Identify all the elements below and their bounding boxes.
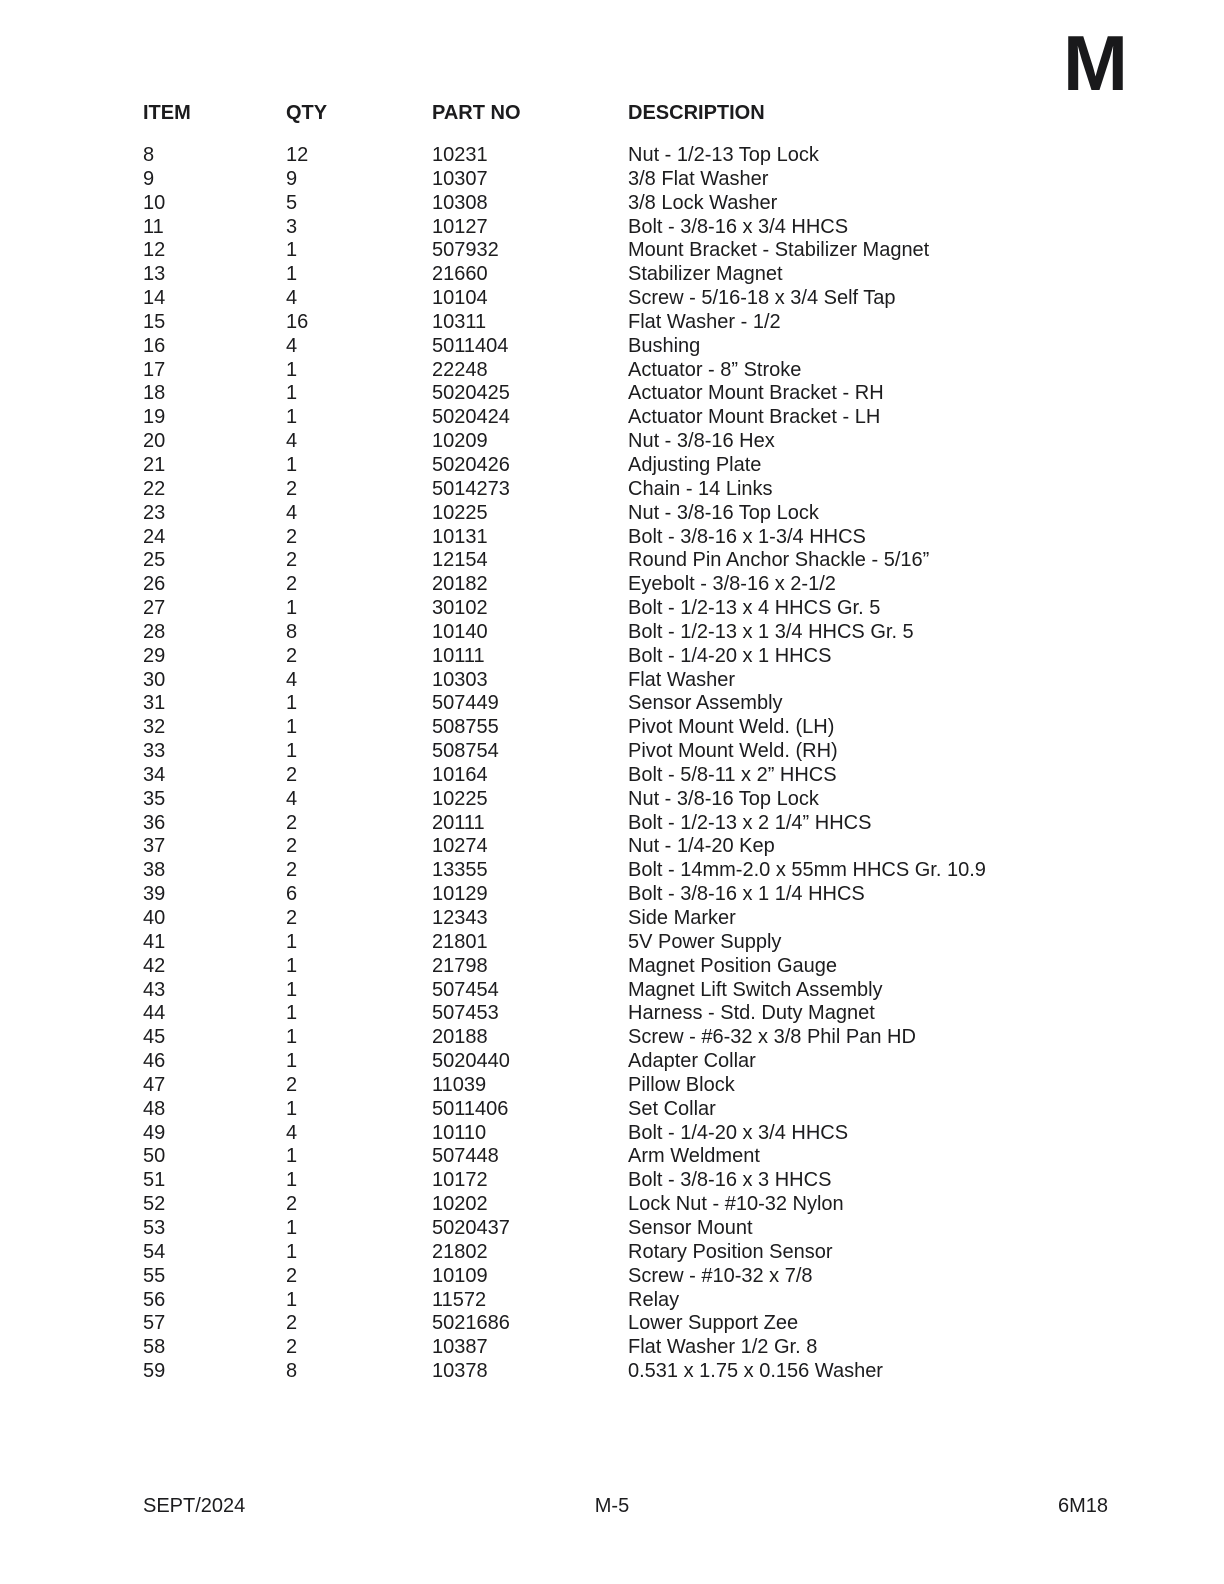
cell-qty: 8: [286, 620, 298, 643]
table-row: [143, 239, 1224, 263]
cell-description: Nut - 3/8-16 Hex: [628, 430, 775, 453]
cell-description: Bolt - 1/2-13 x 2 1/4” HHCS: [628, 811, 872, 834]
table-row: [143, 144, 1224, 168]
table-row: [143, 1193, 1224, 1217]
cell-item: 52: [143, 1193, 166, 1216]
cell-item: 46: [143, 1050, 166, 1073]
table-row: [143, 1217, 1224, 1241]
cell-item: 53: [143, 1216, 166, 1239]
cell-part-no: 11039: [432, 1073, 487, 1096]
cell-description: 3/8 Flat Washer: [628, 167, 769, 190]
cell-qty: 2: [286, 525, 298, 548]
table-row: [143, 1360, 1224, 1384]
cell-part-no: 5020424: [432, 406, 510, 429]
cell-part-no: 10127: [432, 215, 488, 238]
table-row: [143, 478, 1224, 502]
cell-part-no: 21660: [432, 263, 488, 286]
cell-description: Relay: [628, 1288, 680, 1311]
table-row: [143, 764, 1224, 788]
cell-qty: 16: [286, 310, 309, 333]
cell-part-no: 5020425: [432, 382, 510, 405]
cell-part-no: 507448: [432, 1145, 499, 1168]
cell-item: 13: [143, 263, 166, 286]
cell-part-no: 10131: [432, 525, 488, 548]
cell-qty: 1: [286, 1050, 298, 1073]
cell-part-no: 10172: [432, 1169, 488, 1192]
cell-item: 38: [143, 859, 166, 882]
cell-description: Actuator Mount Bracket - RH: [628, 382, 884, 405]
cell-part-no: 10111: [432, 644, 485, 667]
cell-part-no: 10311: [432, 310, 487, 333]
cell-item: 8: [143, 144, 155, 166]
cell-qty: 1: [286, 358, 298, 381]
table-row: [143, 859, 1224, 883]
cell-description: Nut - 1/4-20 Kep: [628, 835, 775, 858]
table-row: [143, 1026, 1224, 1050]
cell-part-no: 10387: [432, 1336, 488, 1359]
cell-qty: 1: [286, 239, 298, 262]
cell-item: 57: [143, 1312, 166, 1335]
cell-description: Actuator - 8” Stroke: [628, 358, 802, 381]
cell-qty: 4: [286, 787, 298, 810]
cell-description: Magnet Position Gauge: [628, 954, 838, 977]
cell-qty: 2: [286, 1193, 298, 1216]
cell-description: Set Collar: [628, 1097, 716, 1120]
cell-item: 58: [143, 1336, 166, 1359]
cell-item: 59: [143, 1360, 166, 1383]
cell-item: 51: [143, 1169, 166, 1192]
cell-item: 23: [143, 501, 166, 524]
cell-qty: 1: [286, 1145, 298, 1168]
table-row: [143, 979, 1224, 1003]
cell-description: Bolt - 3/8-16 x 3/4 HHCS: [628, 215, 849, 238]
table-row: [143, 263, 1224, 287]
cell-description: Nut - 1/2-13 Top Lock: [628, 144, 819, 166]
cell-description: Flat Washer 1/2 Gr. 8: [628, 1336, 818, 1359]
footer-page-number: M-5: [594, 1495, 630, 1517]
table-row: [143, 1145, 1224, 1169]
cell-part-no: 21798: [432, 954, 488, 977]
cell-part-no: 21801: [432, 930, 488, 953]
cell-qty: 2: [286, 811, 298, 834]
cell-item: 30: [143, 668, 166, 691]
cell-part-no: 10129: [432, 883, 488, 906]
cell-qty: 5: [286, 191, 298, 214]
cell-description: Screw - #10-32 x 7/8: [628, 1264, 813, 1287]
cell-part-no: 20182: [432, 573, 488, 596]
cell-item: 40: [143, 907, 166, 929]
cell-part-no: 13355: [432, 859, 488, 882]
table-row: [143, 502, 1224, 526]
table-row: [143, 931, 1224, 955]
cell-item: 19: [143, 406, 166, 429]
cell-item: 42: [143, 954, 166, 977]
cell-item: 22: [143, 477, 166, 500]
cell-qty: 4: [286, 287, 298, 310]
cell-part-no: 507454: [432, 978, 499, 1001]
cell-description: Bushing: [628, 334, 701, 357]
cell-part-no: 5020437: [432, 1216, 510, 1239]
cell-part-no: 12154: [432, 549, 488, 572]
cell-part-no: 10274: [432, 835, 488, 858]
cell-part-no: 5011406: [432, 1097, 509, 1120]
cell-part-no: 22248: [432, 358, 488, 381]
table-row: [143, 382, 1224, 406]
cell-qty: 1: [286, 1026, 298, 1049]
cell-part-no: 10109: [432, 1264, 488, 1287]
cell-item: 45: [143, 1026, 166, 1049]
table-row: [143, 168, 1224, 192]
cell-description: Lock Nut - #10-32 Nylon: [628, 1193, 844, 1216]
cell-item: 11: [143, 215, 164, 238]
cell-part-no: 10378: [432, 1360, 488, 1383]
cell-part-no: 10303: [432, 668, 488, 691]
cell-item: 32: [143, 716, 166, 739]
cell-part-no: 5021686: [432, 1312, 510, 1335]
cell-item: 27: [143, 597, 166, 620]
cell-description: Bolt - 1/2-13 x 4 HHCS Gr. 5: [628, 597, 881, 620]
table-row: [143, 1289, 1224, 1313]
cell-item: 44: [143, 1002, 166, 1025]
cell-qty: 3: [286, 215, 298, 238]
table-row: [143, 1265, 1224, 1289]
cell-qty: 2: [286, 549, 298, 572]
cell-description: Pivot Mount Weld. (LH): [628, 716, 835, 739]
table-row: [143, 669, 1224, 693]
cell-description: Screw - #6-32 x 3/8 Phil Pan HD: [628, 1026, 916, 1049]
cell-part-no: 10209: [432, 430, 488, 453]
table-row: [143, 454, 1224, 478]
cell-description: 3/8 Lock Washer: [628, 191, 778, 214]
cell-part-no: 10104: [432, 287, 488, 310]
cell-part-no: 10202: [432, 1193, 488, 1216]
table-row: [143, 1002, 1224, 1026]
table-row: [143, 1312, 1224, 1336]
table-row: [143, 812, 1224, 836]
cell-description: Actuator Mount Bracket - LH: [628, 406, 881, 429]
cell-item: 9: [143, 167, 155, 190]
cell-part-no: 12343: [432, 907, 488, 929]
table-row: [143, 621, 1224, 645]
cell-part-no: 10308: [432, 191, 488, 214]
cell-qty: 8: [286, 1360, 298, 1383]
cell-qty: 1: [286, 1169, 298, 1192]
cell-item: 47: [143, 1073, 166, 1096]
table-row: [143, 335, 1224, 359]
cell-part-no: 508755: [432, 716, 499, 739]
cell-part-no: 21802: [432, 1240, 488, 1263]
cell-item: 41: [143, 930, 166, 953]
cell-description: Pillow Block: [628, 1073, 735, 1096]
table-row: [143, 430, 1224, 454]
cell-part-no: 10225: [432, 501, 488, 524]
cell-part-no: 508754: [432, 740, 499, 763]
cell-qty: 1: [286, 978, 298, 1001]
column-header-item: ITEM: [143, 102, 191, 124]
cell-item: 31: [143, 692, 166, 715]
cell-part-no: 5011404: [432, 334, 509, 357]
cell-description: Flat Washer - 1/2: [628, 310, 781, 333]
cell-part-no: 5014273: [432, 477, 510, 500]
cell-qty: 1: [286, 597, 298, 620]
cell-item: 24: [143, 525, 166, 548]
cell-item: 48: [143, 1097, 166, 1120]
cell-description: Harness - Std. Duty Magnet: [628, 1002, 875, 1025]
cell-qty: 1: [286, 1097, 298, 1120]
cell-item: 20: [143, 430, 166, 453]
table-row: [143, 597, 1224, 621]
cell-item: 36: [143, 811, 166, 834]
cell-item: 15: [143, 310, 166, 333]
cell-qty: 4: [286, 501, 298, 524]
cell-item: 16: [143, 334, 166, 357]
cell-qty: 4: [286, 668, 298, 691]
cell-description: Bolt - 1/4-20 x 1 HHCS: [628, 644, 832, 667]
cell-qty: 9: [286, 167, 298, 190]
cell-part-no: 11572: [432, 1288, 487, 1311]
cell-part-no: 20111: [432, 811, 485, 834]
cell-item: 55: [143, 1264, 166, 1287]
cell-description: Magnet Lift Switch Assembly: [628, 978, 883, 1001]
table-row: [143, 406, 1224, 430]
cell-part-no: 10307: [432, 167, 488, 190]
table-header-row: [143, 101, 1224, 125]
table-row: [143, 716, 1224, 740]
cell-part-no: 30102: [432, 597, 488, 620]
cell-description: Pivot Mount Weld. (RH): [628, 740, 838, 763]
cell-description: Bolt - 1/2-13 x 1 3/4 HHCS Gr. 5: [628, 620, 914, 643]
table-row: [143, 1074, 1224, 1098]
cell-description: Lower Support Zee: [628, 1312, 799, 1335]
cell-qty: 1: [286, 263, 298, 286]
table-row: [143, 1098, 1224, 1122]
cell-item: 34: [143, 763, 166, 786]
table-row: [143, 192, 1224, 216]
cell-part-no: 10164: [432, 763, 488, 786]
cell-description: Bolt - 3/8-16 x 1 1/4 HHCS: [628, 883, 865, 906]
cell-qty: 1: [286, 382, 298, 405]
table-row: [143, 287, 1224, 311]
table-rows: [143, 144, 1224, 1384]
cell-description: Stabilizer Magnet: [628, 263, 783, 286]
table-row: [143, 1050, 1224, 1074]
cell-qty: 2: [286, 835, 298, 858]
cell-item: 33: [143, 740, 166, 763]
footer-doc-code: 6M18: [1057, 1495, 1108, 1517]
cell-description: Screw - 5/16-18 x 3/4 Self Tap: [628, 287, 896, 310]
cell-item: 10: [143, 191, 166, 214]
cell-qty: 1: [286, 1002, 298, 1025]
table-row: [143, 359, 1224, 383]
cell-description: Nut - 3/8-16 Top Lock: [628, 787, 819, 810]
cell-part-no: 507932: [432, 239, 499, 262]
cell-qty: 1: [286, 716, 298, 739]
table-row: [143, 692, 1224, 716]
cell-description: Round Pin Anchor Shackle - 5/16”: [628, 549, 930, 572]
cell-description: Mount Bracket - Stabilizer Magnet: [628, 239, 930, 262]
cell-item: 39: [143, 883, 166, 906]
cell-part-no: 10110: [432, 1121, 487, 1144]
table-row: [143, 216, 1224, 240]
column-header-description: DESCRIPTION: [628, 102, 765, 124]
footer-date: SEPT/2024: [143, 1495, 246, 1517]
cell-qty: 1: [286, 954, 298, 977]
cell-item: 18: [143, 382, 166, 405]
cell-description: Eyebolt - 3/8-16 x 2-1/2: [628, 573, 836, 596]
cell-item: 28: [143, 620, 166, 643]
cell-item: 56: [143, 1288, 166, 1311]
table-row: [143, 1241, 1224, 1265]
column-header-qty: QTY: [286, 102, 328, 124]
cell-qty: 2: [286, 859, 298, 882]
cell-description: Side Marker: [628, 907, 736, 929]
cell-description: Nut - 3/8-16 Top Lock: [628, 501, 819, 524]
cell-description: Flat Washer: [628, 668, 736, 691]
cell-item: 21: [143, 453, 166, 476]
cell-qty: 1: [286, 406, 298, 429]
cell-item: 12: [143, 239, 166, 262]
cell-part-no: 507449: [432, 692, 499, 715]
cell-qty: 1: [286, 740, 298, 763]
parts-table: [143, 101, 1224, 1384]
table-row: [143, 788, 1224, 812]
cell-qty: 2: [286, 1336, 298, 1359]
cell-description: Arm Weldment: [628, 1145, 760, 1168]
table-row: [143, 549, 1224, 573]
table-row: [143, 311, 1224, 335]
cell-qty: 2: [286, 573, 298, 596]
table-row: [143, 835, 1224, 859]
cell-part-no: 507453: [432, 1002, 499, 1025]
cell-qty: 2: [286, 644, 298, 667]
table-row: [143, 1336, 1224, 1360]
cell-item: 37: [143, 835, 166, 858]
cell-description: Rotary Position Sensor: [628, 1240, 833, 1263]
cell-description: Chain - 14 Links: [628, 477, 773, 500]
cell-item: 54: [143, 1240, 166, 1263]
cell-description: Sensor Mount: [628, 1216, 753, 1239]
table-row: [143, 1122, 1224, 1146]
cell-description: 0.531 x 1.75 x 0.156 Washer: [628, 1360, 883, 1383]
cell-part-no: 10225: [432, 787, 488, 810]
cell-item: 14: [143, 287, 166, 310]
cell-qty: 2: [286, 477, 298, 500]
table-row: [143, 740, 1224, 764]
cell-qty: 2: [286, 1073, 298, 1096]
table-row: [143, 526, 1224, 550]
cell-qty: 1: [286, 930, 298, 953]
cell-part-no: 5020426: [432, 453, 510, 476]
cell-description: Bolt - 1/4-20 x 3/4 HHCS: [628, 1121, 849, 1144]
cell-part-no: 5020440: [432, 1050, 510, 1073]
table-row: [143, 1169, 1224, 1193]
column-header-part-no: PART NO: [432, 102, 521, 124]
cell-qty: 4: [286, 430, 298, 453]
table-row: [143, 955, 1224, 979]
cell-item: 35: [143, 787, 166, 810]
cell-qty: 2: [286, 1312, 298, 1335]
cell-qty: 1: [286, 453, 298, 476]
cell-description: Adapter Collar: [628, 1050, 756, 1073]
cell-part-no: 10140: [432, 620, 488, 643]
cell-item: 43: [143, 978, 166, 1001]
table-row: [143, 907, 1224, 931]
cell-qty: 1: [286, 692, 298, 715]
cell-item: 49: [143, 1121, 166, 1144]
cell-item: 17: [143, 358, 166, 381]
table-row: [143, 573, 1224, 597]
cell-qty: 1: [286, 1240, 298, 1263]
cell-qty: 6: [286, 883, 298, 906]
table-row: [143, 645, 1224, 669]
cell-description: Sensor Assembly: [628, 692, 783, 715]
cell-description: 5V Power Supply: [628, 930, 782, 953]
cell-part-no: 10231: [432, 144, 488, 166]
cell-qty: 2: [286, 763, 298, 786]
cell-description: Bolt - 14mm-2.0 x 55mm HHCS Gr. 10.9: [628, 859, 986, 882]
section-letter: M: [1063, 19, 1126, 107]
table-row: [143, 883, 1224, 907]
cell-qty: 12: [286, 144, 309, 166]
cell-description: Bolt - 3/8-16 x 1-3/4 HHCS: [628, 525, 866, 548]
cell-description: Bolt - 3/8-16 x 3 HHCS: [628, 1169, 832, 1192]
cell-item: 25: [143, 549, 166, 572]
cell-item: 26: [143, 573, 166, 596]
cell-description: Adjusting Plate: [628, 453, 762, 476]
cell-qty: 4: [286, 334, 298, 357]
cell-qty: 2: [286, 1264, 298, 1287]
cell-item: 29: [143, 644, 166, 667]
cell-description: Bolt - 5/8-11 x 2” HHCS: [628, 763, 837, 786]
cell-qty: 4: [286, 1121, 298, 1144]
cell-qty: 2: [286, 907, 298, 929]
cell-part-no: 20188: [432, 1026, 488, 1049]
cell-qty: 1: [286, 1288, 298, 1311]
cell-qty: 1: [286, 1216, 298, 1239]
cell-item: 50: [143, 1145, 166, 1168]
